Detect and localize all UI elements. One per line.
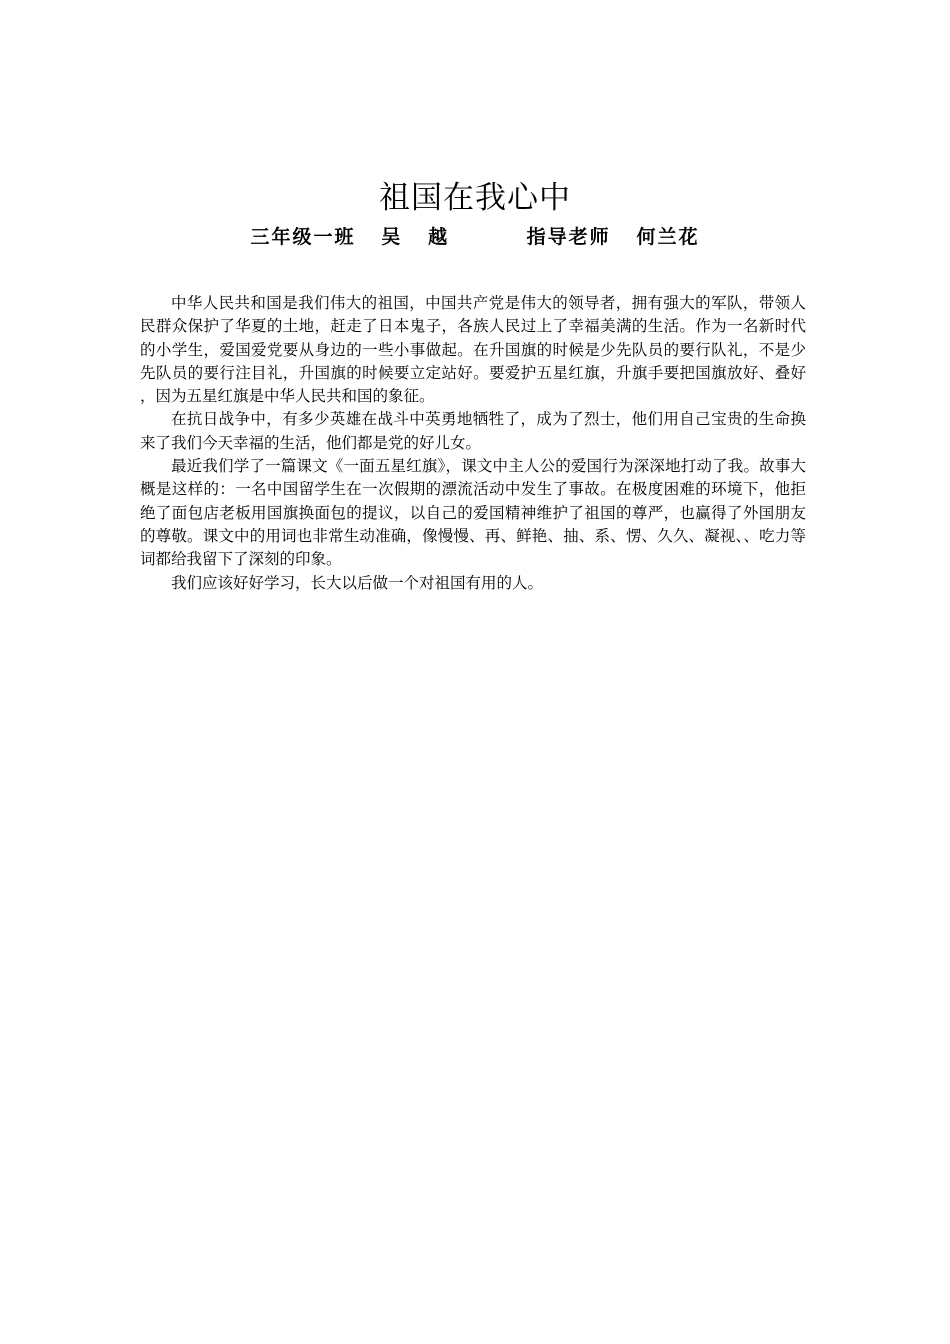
- essay-body: [140, 292, 806, 595]
- paragraph-3: 最近我们学了一篇课文《一面五星红旗》，课文中主人公的爱国行为深深地打动了我。故事大概是这样的：一名中国留学生在一次假期的漂流活动中发生了事故。在极度困难的环境下，他拒绝了面包店老板用国旗换面包的提议，以自己的爱国精神维护了祖国的尊严，也赢得了外国朋友的尊敬。课文中的用词也非常生动准确，像慢慢、再、鲜艳、抽、系、愣、久久、凝视、、吃力等词都给我留下了深刻的印象。: [140, 457, 806, 569]
- essay-title: 祖国在我心中: [379, 180, 571, 216]
- paragraph-2: 在抗日战争中，有多少英雄在战斗中英勇地牺牲了，成为了烈士，他们用自己宝贵的生命换来了我们今天幸福的生活，他们都是党的好儿女。: [140, 410, 806, 452]
- author-byline: 三年级一班 吴 越 指导老师 何兰花: [250, 226, 700, 248]
- paragraph-4: 我们应该好好学习，长大以后做一个对祖国有用的人。: [171, 573, 544, 592]
- paragraph-1: 中华人民共和国是我们伟大的祖国，中国共产党是伟大的领导者，拥有强大的军队，带领人民群众保护了华夏的土地，赶走了日本鬼子，各族人民过上了幸福美满的生活。作为一名新时代的小学生，爱国爱党要从身边的一些小事做起。在升国旗的时候是少先队员的要行队礼，不是少先队员的要行注目礼，升国旗的时候要立定站好。要爱护五星红旗，升旗手要把国旗放好、叠好，因为五星红旗是中华人民共和国的象征。: [140, 294, 806, 406]
